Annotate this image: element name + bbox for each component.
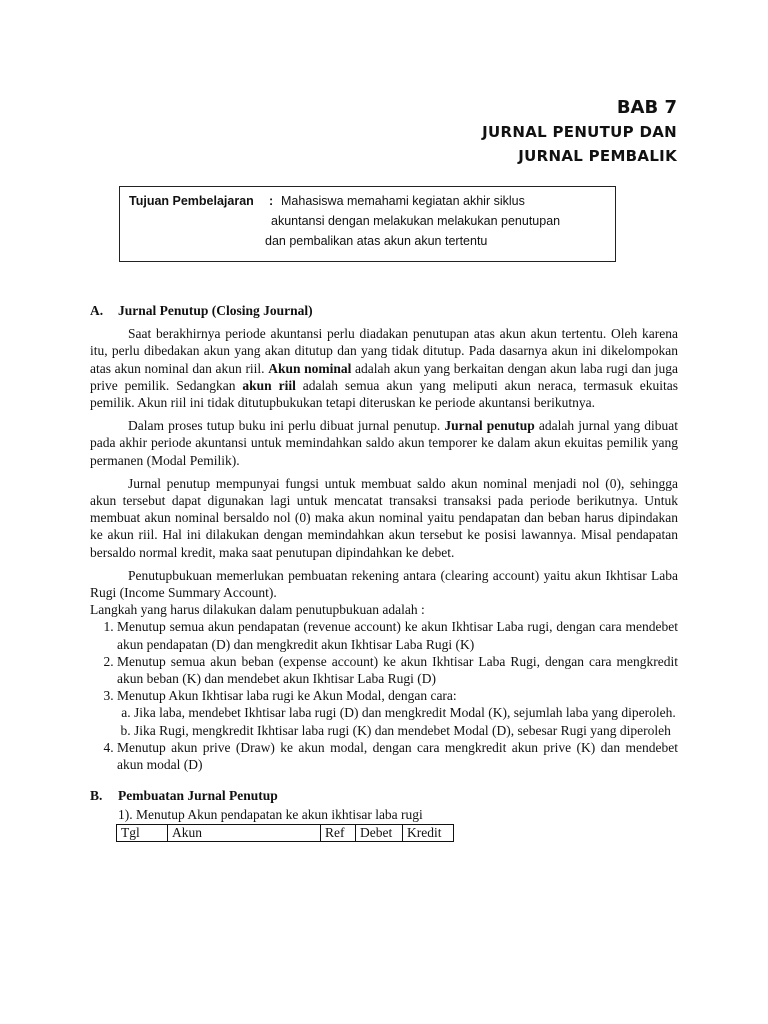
paragraph-1-text-c: adalah semua akun yang meliputi akun neraca, termasuk ekuitas pemilik. Akun riil ini tidak ditutupbukukan tetapi diteruskan ke periode akuntansi berikutnya. bbox=[90, 377, 678, 411]
learning-objective-box bbox=[119, 186, 616, 262]
section-b-letter: B. bbox=[90, 788, 103, 804]
col-header-ref: Ref bbox=[321, 824, 356, 841]
paragraph-1 bbox=[90, 325, 678, 411]
closing-step-3 bbox=[117, 687, 678, 739]
section-a-heading bbox=[90, 302, 678, 319]
section-b-title: Pembuatan Jurnal Penutup bbox=[118, 788, 278, 804]
chapter-number: BAB 7 bbox=[616, 97, 677, 118]
objective-line-1: Mahasiswa memahami kegiatan akhir siklus bbox=[281, 194, 525, 208]
objective-line-2: akuntansi dengan melakukan melakukan penutupan bbox=[271, 214, 561, 228]
chapter-title-line-2: JURNAL PEMBALIK bbox=[518, 147, 677, 165]
paragraph-5: Langkah yang harus dilakukan dalam penutupbukuan adalah : bbox=[90, 602, 425, 618]
col-header-kredit: Kredit bbox=[403, 824, 454, 841]
document-body bbox=[90, 302, 678, 842]
section-a-title: Jurnal Penutup (Closing Journal) bbox=[118, 303, 313, 318]
term-jurnal-penutup: Jurnal penutup bbox=[444, 418, 535, 434]
closing-steps-list bbox=[90, 618, 678, 773]
section-a-letter: A. bbox=[90, 303, 104, 318]
section-b-step-1: 1). Menutup Akun pendapatan ke akun ikhtisar laba rugi bbox=[118, 807, 423, 823]
journal-table-header-row bbox=[117, 824, 454, 841]
closing-substep-b: b. Jika Rugi, mengkredit Ikhtisar laba rugi (K) dan mendebet Modal (D), sebesar Rugi yang diperoleh bbox=[134, 722, 678, 739]
term-akun-riil: akun riil bbox=[242, 377, 296, 393]
objective-colon: : bbox=[269, 194, 274, 208]
chapter-heading bbox=[482, 96, 677, 168]
journal-table bbox=[116, 824, 454, 842]
paragraph-3: Jurnal penutup mempunyai fungsi untuk membuat saldo akun nominal menjadi nol (0), sehingga akun tersebut dapat digunakan lagi untuk mencatat transaksi transaksi pada periode berikutnya. Untuk membuat akun nominal bersaldo nol (0) maka akun nominal yaitu pendapatan dan beban harus dipindakan ke akun riil. Hal ini dilakukan dengan memindahkan akun tersebut ke posisi lawannya. Misal pendapatan bersaldo normal kredit, maka saat penutupan dipindahkan ke debet. bbox=[90, 475, 678, 560]
paragraph-2-text-a: Dalam proses tutup buku ini perlu dibuat jurnal penutup. bbox=[128, 418, 445, 434]
chapter-title-line-1: JURNAL PENUTUP DAN bbox=[482, 123, 677, 141]
closing-substeps-list bbox=[117, 704, 678, 738]
term-akun-nominal: Akun nominal bbox=[268, 360, 352, 376]
objective-label: Tujuan Pembelajaran bbox=[129, 194, 254, 208]
col-header-debet: Debet bbox=[356, 824, 403, 841]
paragraph-1-text-a: Saat berakhirnya periode akuntansi perlu diadakan penutupan atas akun akun tertentu. Oleh karena itu, perlu dibedakan akun yang akan ditutup dan yang tidak ditutup. Pada dasarnya akun ini dikelompokan atas akun nominal dan akun riil. bbox=[90, 326, 678, 376]
closing-substep-a: a. Jika laba, mendebet Ikhtisar laba rugi (D) dan mengkredit Modal (K), sejumlah laba yang diperoleh. bbox=[134, 704, 678, 721]
section-b-heading bbox=[90, 787, 678, 804]
col-header-tgl: Tgl bbox=[117, 824, 168, 841]
paragraph-1-text-b: adalah akun yang berkaitan dengan akun laba rugi dan juga prive pemilik. Sedangkan bbox=[90, 360, 678, 393]
closing-step-4: 4. Menutup akun prive (Draw) ke akun modal, dengan cara mengkredit akun prive (K) dan mendebet akun modal (D) bbox=[117, 739, 678, 773]
paragraph-4: Penutupbukuan memerlukan pembuatan rekening antara (clearing account) yaitu akun Ikhtisar Laba Rugi (Income Summary Account). bbox=[90, 567, 678, 601]
paragraph-2-text-b: adalah jurnal yang dibuat pada akhir periode akuntansi untuk memindahkan saldo akun temporer ke dalam akun ekuitas pemilik yang permanen (Modal Pemilik). bbox=[90, 418, 678, 468]
objective-line-3: dan pembalikan atas akun akun tertentu bbox=[265, 234, 488, 248]
closing-step-3-text: Menutup Akun Ikhtisar laba rugi ke Akun Modal, dengan cara: bbox=[117, 688, 457, 704]
col-header-akun: Akun bbox=[168, 824, 321, 841]
paragraph-2 bbox=[90, 417, 678, 469]
closing-step-1: 1. Menutup semua akun pendapatan (revenue account) ke akun Ikhtisar Laba rugi, dengan cara mendebet akun pendapatan (D) dan mengkredit akun Ikhtisar Laba Rugi (K) bbox=[117, 618, 678, 652]
closing-step-2: 2. Menutup semua akun beban (expense account) ke akun Ikhtisar Laba Rugi, dengan cara mengkredit akun beban (K) dan mendebet akun Ikhtisar Laba Rugi (D) bbox=[117, 653, 678, 687]
